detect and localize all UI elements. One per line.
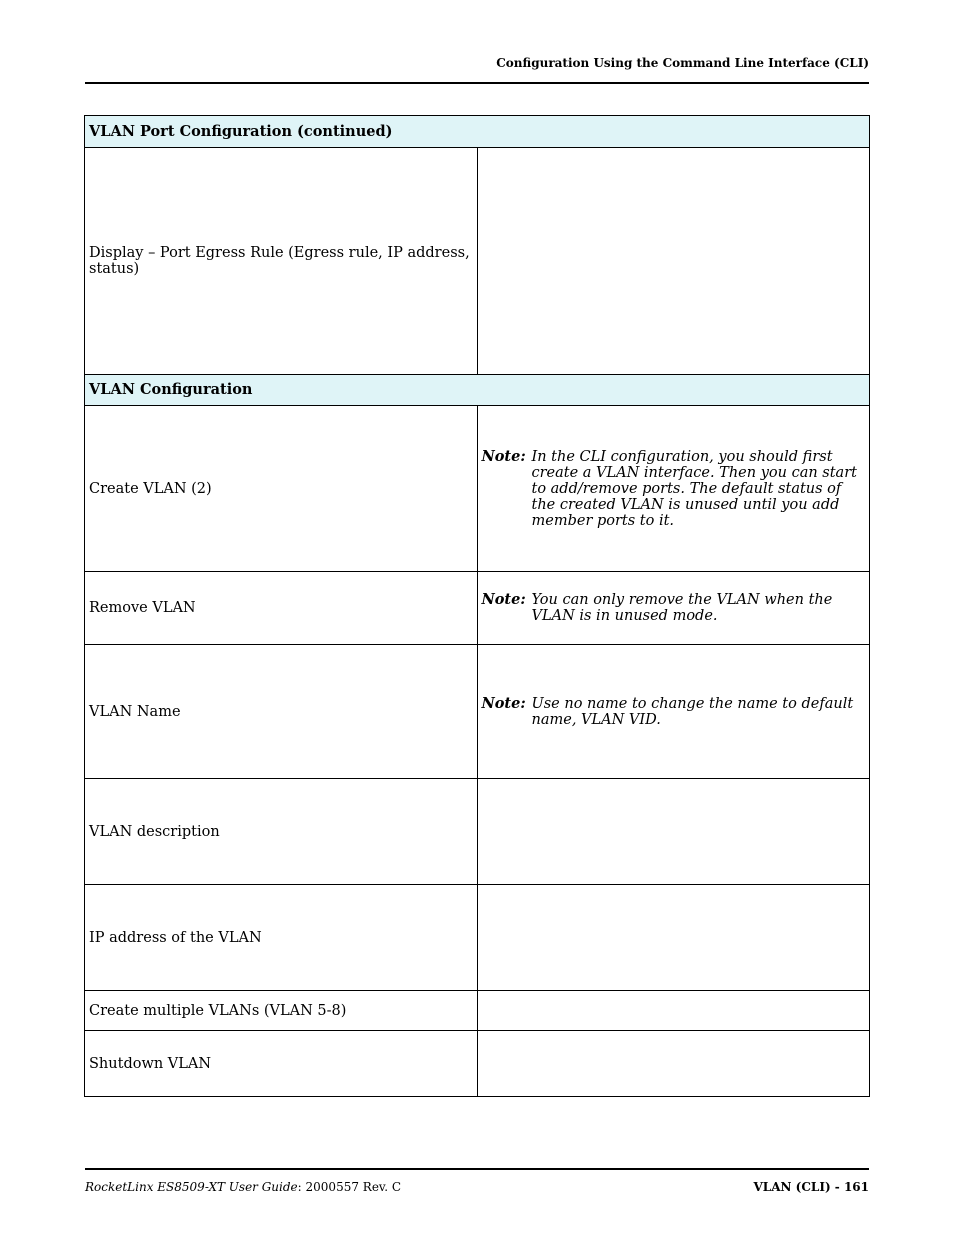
row-content-ip-address (477, 885, 870, 991)
section-header-vlan-config: VLAN Configuration (85, 375, 870, 406)
row-label-vlan-description: VLAN description (85, 779, 478, 885)
row-label-vlan-name: VLAN Name (85, 645, 478, 779)
row-content-display-egress (477, 148, 870, 375)
section-header-vlan-port-config: VLAN Port Configuration (continued) (85, 116, 870, 148)
footer-doc-number: : 2000557 Rev. C (297, 1180, 402, 1194)
row-label-create-multiple: Create multiple VLANs (VLAN 5-8) (85, 991, 478, 1031)
row-content-vlan-name (477, 645, 870, 779)
footer-rule (85, 1168, 869, 1170)
row-label-ip-address: IP address of the VLAN (85, 885, 478, 991)
row-label-create-vlan: Create VLAN (2) (85, 406, 478, 572)
row-label-display-egress: Display – Port Egress Rule (Egress rule, IP address, status) (85, 148, 478, 375)
note-text: You can only remove the VLAN when the VLAN is in unused mode. (531, 592, 833, 624)
row-content-create-multiple (477, 991, 870, 1031)
page-header-title: Configuration Using the Command Line Interface (CLI) (496, 56, 869, 70)
vlan-config-table (84, 115, 870, 1097)
note-keyword: Note: (481, 694, 526, 712)
row-content-create-vlan (477, 406, 870, 572)
footer-guide-title: RocketLinx ES8509-XT User Guide (85, 1180, 298, 1194)
note-remove-vlan (482, 592, 866, 624)
note-keyword: Note: (481, 591, 526, 608)
note-vlan-name (482, 696, 866, 728)
note-keyword: Note: (481, 447, 526, 465)
row-label-remove-vlan: Remove VLAN (85, 572, 478, 645)
row-content-vlan-description (477, 779, 870, 885)
header-rule (85, 82, 869, 84)
note-text: Use no name to change the name to default name, VLAN VID. (531, 695, 854, 728)
row-content-shutdown-vlan (477, 1031, 870, 1097)
note-text: In the CLI configuration, you should first create a VLAN interface. Then you can start to add/remove ports. The default status of the created VLAN is unused until you add member ports to it. (531, 448, 857, 529)
note-create-vlan (482, 449, 866, 529)
row-content-remove-vlan (477, 572, 870, 645)
footer-page-number: VLAN (CLI) - 161 (753, 1180, 869, 1194)
row-label-shutdown-vlan: Shutdown VLAN (85, 1031, 478, 1097)
footer-guide-reference (85, 1180, 401, 1194)
